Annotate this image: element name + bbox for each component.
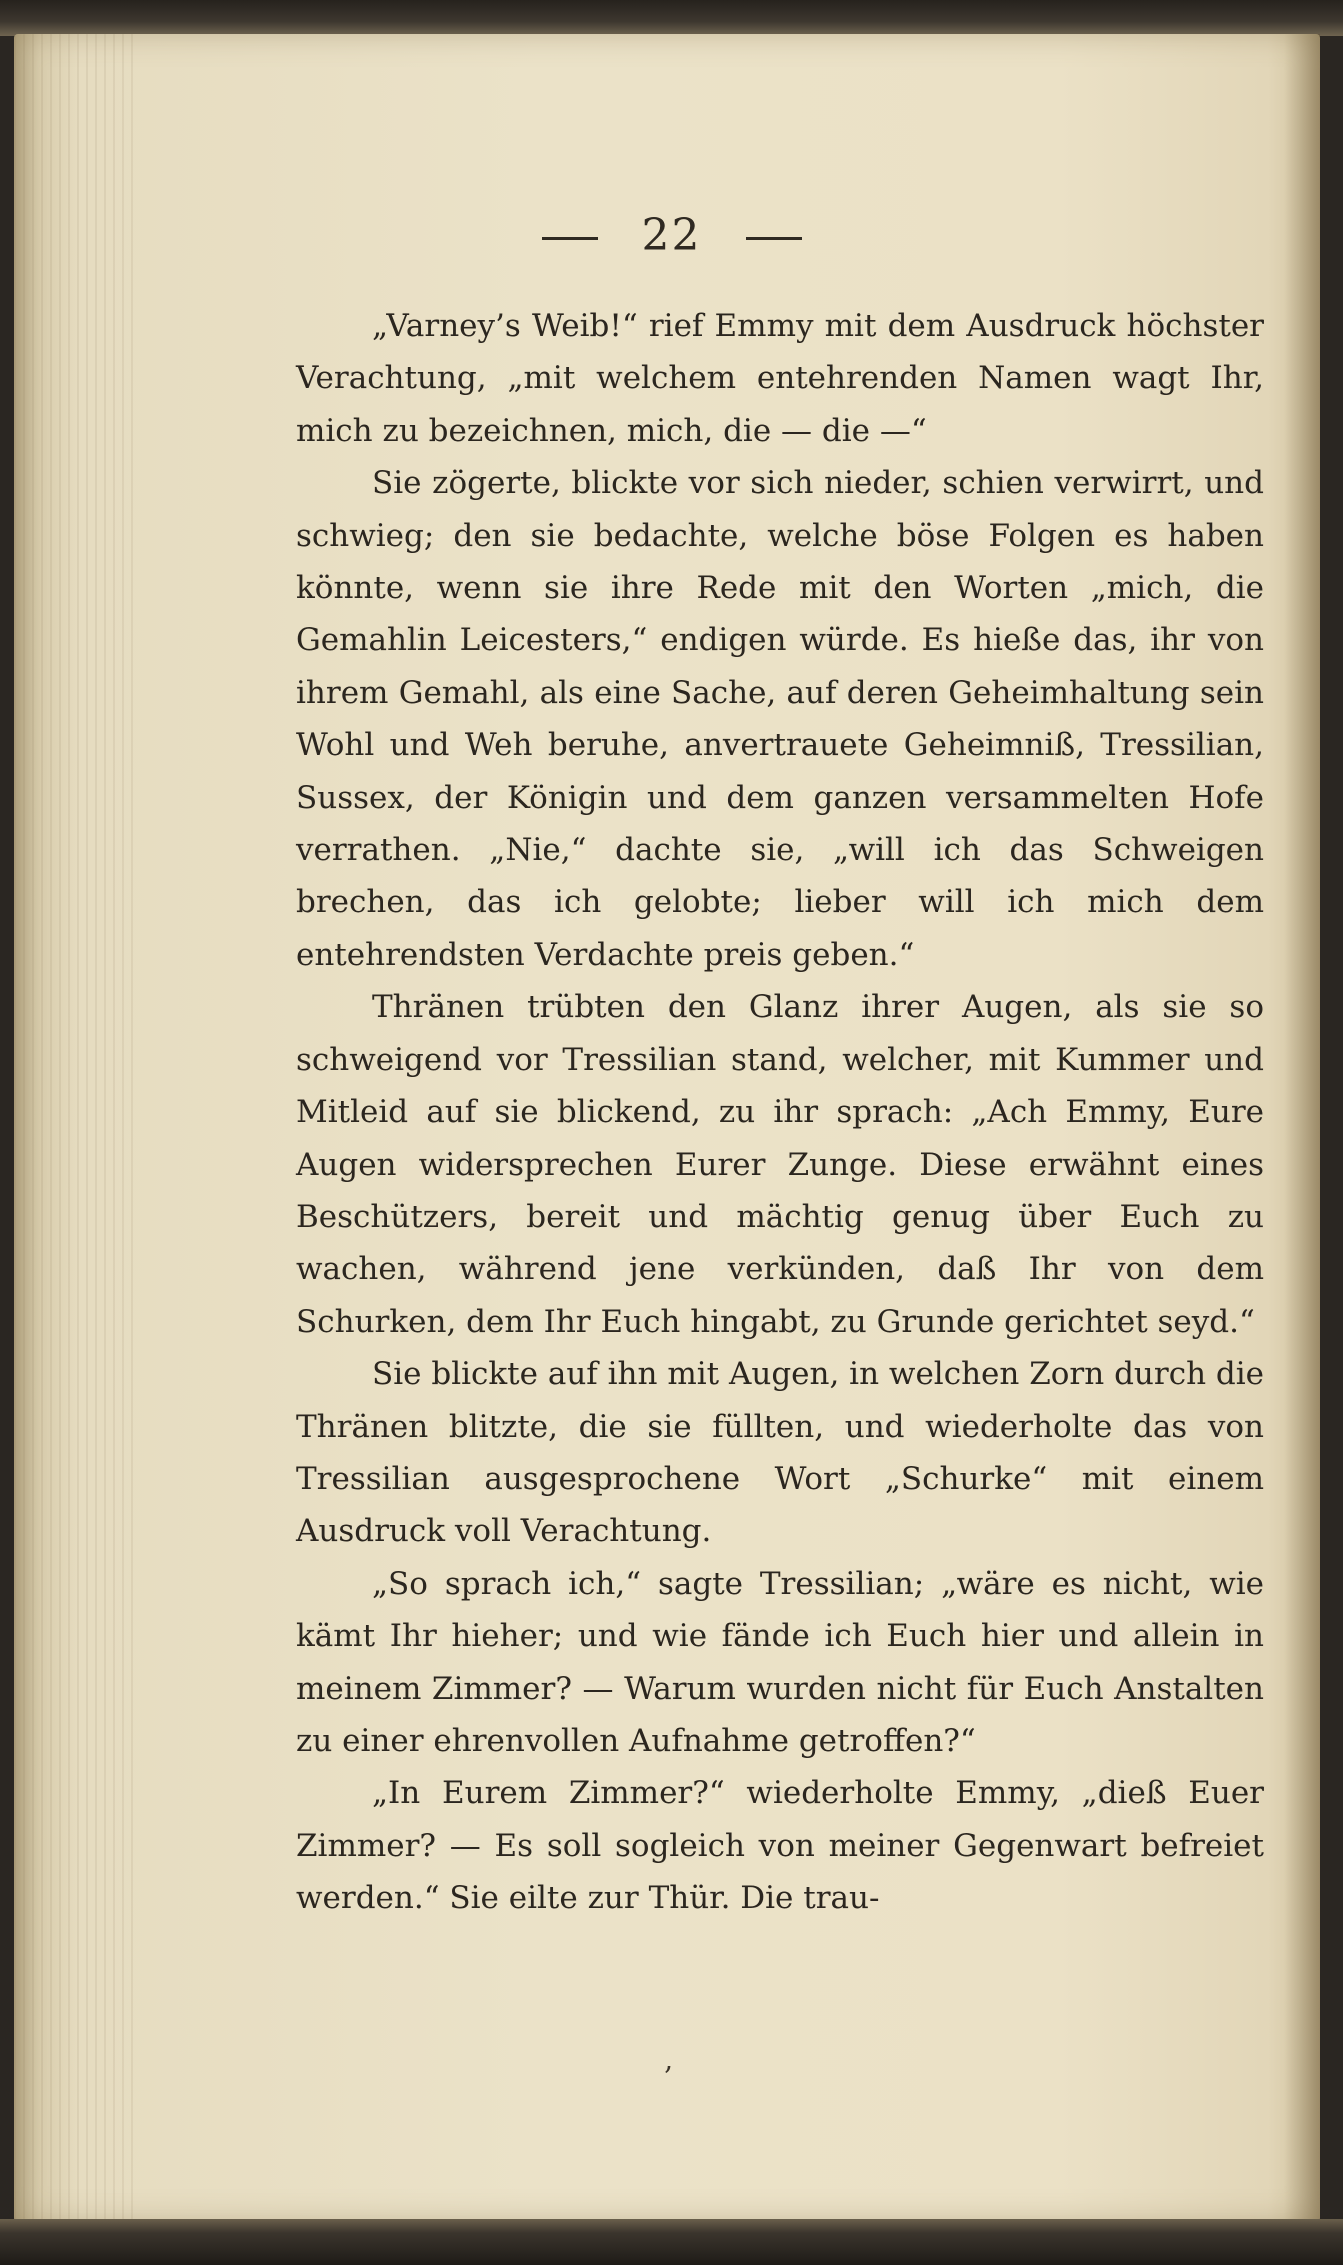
- paragraph: Thränen trübten den Glanz ihrer Augen, als sie so schweigend vor Tressilian stand, welcher, mit Kummer und Mitleid auf sie blickend, zu ihr sprach: „Ach Emmy, Eure Augen widersprechen Eurer Zunge. Diese erwähnt eines Beschützers, bereit und mächtig genug über Euch zu wachen, während jene verkünden, daß Ihr von dem Schurken, dem Ihr Euch hingabt, zu Grunde gerichtet seyd.“: [296, 989, 1264, 1340]
- header-dash-right: [746, 237, 802, 240]
- header-dash-left: [542, 237, 598, 240]
- page-number: 22: [641, 210, 702, 261]
- scan-top-border: [0, 0, 1343, 36]
- body-text: [296, 300, 1264, 1925]
- page-edges-left: [14, 34, 134, 2222]
- scan-bottom-border: [0, 2219, 1343, 2265]
- page-gutter-shadow: [1284, 34, 1320, 2222]
- paragraph: „In Eurem Zimmer?“ wiederholte Emmy, „dieß Euer Zimmer? — Es soll sogleich von meiner Gegenwart befreiet werden.“ Sie eilte zur Thür. Die trau-: [296, 1775, 1264, 1917]
- paragraph: „So sprach ich,“ sagte Tressilian; „wäre es nicht, wie kämt Ihr hieher; und wie fände ich Euch hier und allein in meinem Zimmer? — Warum wurden nicht für Euch Anstalten zu einer ehrenvollen Aufnahme getroffen?“: [296, 1565, 1264, 1759]
- paragraph: „Varney’s Weib!“ rief Emmy mit dem Ausdruck höchster Verachtung, „mit welchem entehrenden Namen wagt Ihr, mich zu bezeichnen, mich, die — die —“: [296, 308, 1264, 449]
- paragraph: Sie zögerte, blickte vor sich nieder, schien verwirrt, und schwieg; den sie bedachte, welche böse Folgen es haben könnte, wenn sie ihre Rede mit den Worten „mich, die Gemahlin Leicesters,“ endigen würde. Es hieße das, ihr von ihrem Gemahl, als eine Sache, auf deren Geheimhaltung sein Wohl und Weh beruhe, anvertrauete Geheimniß, Tressilian, Sussex, der Königin und dem ganzen versammelten Hofe verrathen. „Nie,“ dachte sie, „will ich das Schweigen brechen, das ich gelobte; lieber will ich mich dem entehrendsten Verdachte preis geben.“: [296, 465, 1264, 973]
- paragraph: Sie blickte auf ihn mit Augen, in welchen Zorn durch die Thränen blitzte, die sie füllten, und wiederholte das von Tressilian ausgesprochene Wort „Schurke“ mit einem Ausdruck voll Verachtung.: [296, 1356, 1264, 1550]
- page-header: [0, 210, 1343, 261]
- signature-mark: ‚: [664, 2043, 673, 2076]
